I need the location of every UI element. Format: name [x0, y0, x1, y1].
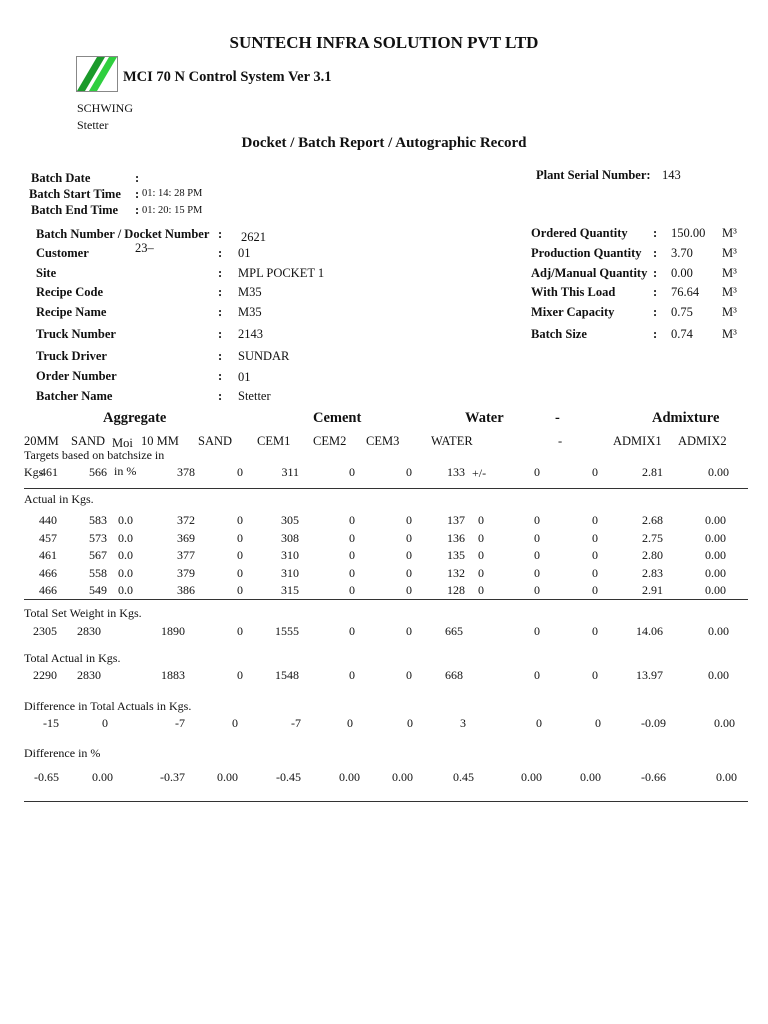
table-cell: 0.0: [118, 530, 133, 545]
table-cell: 0: [592, 583, 598, 598]
schwing-logo-icon: [76, 56, 118, 92]
adj-colon: :: [653, 266, 658, 280]
table-cell: 0: [478, 548, 484, 563]
divider: [24, 801, 748, 802]
docket-value: 2621: [241, 230, 266, 244]
group-dash: -: [555, 410, 560, 426]
table-cell: 2830: [77, 624, 101, 638]
table-row: [0, 531, 768, 547]
table-cell: 665: [445, 624, 463, 638]
recipe-code-value: M35: [238, 285, 262, 299]
table-cell: 0.0: [118, 513, 133, 527]
customer-value: 01: [238, 246, 251, 260]
col-header: -: [558, 434, 563, 448]
site-label: Site: [36, 266, 57, 280]
table-cell: 2.81: [642, 465, 663, 479]
table-cell: 567: [89, 548, 107, 563]
table-cell: -15: [43, 716, 59, 730]
total-set-row: [0, 624, 768, 640]
table-cell: 0.00: [708, 465, 729, 479]
col-header: ADMIX2: [678, 434, 727, 448]
table-cell: 308: [281, 530, 299, 545]
table-cell: 668: [445, 668, 463, 682]
table-cell: 0: [349, 465, 355, 479]
table-cell: 0: [406, 530, 412, 545]
table-cell: 0: [592, 565, 598, 580]
table-cell: 0: [237, 583, 243, 598]
system-name: MCI 70 N Control System Ver 3.1: [123, 69, 332, 85]
customer-label: Customer: [36, 246, 89, 260]
table-cell: 0: [407, 716, 413, 730]
with-load-value: 76.64: [671, 285, 700, 299]
table-cell: 0: [237, 530, 243, 545]
production-unit: M³: [722, 246, 737, 260]
report-title: Docket / Batch Report / Autographic Record: [241, 135, 527, 151]
table-cell: 0: [595, 716, 601, 730]
table-cell: 379: [177, 565, 195, 580]
table-cell: 305: [281, 513, 299, 527]
table-cell: 0.00: [705, 548, 726, 563]
ordered-value: 150.00: [671, 226, 706, 240]
production-label: Production Quantity: [531, 246, 642, 260]
table-cell: 0: [534, 548, 540, 563]
table-cell: 0.00: [92, 770, 113, 784]
batch-size-unit: M³: [722, 327, 737, 341]
with-load-colon: :: [653, 285, 658, 299]
site-value: MPL POCKET 1: [238, 266, 325, 280]
table-cell: 0.00: [705, 565, 726, 580]
production-colon: :: [653, 246, 658, 260]
table-cell: 0: [237, 465, 243, 479]
table-cell: -0.65: [34, 770, 59, 784]
table-cell: 0: [349, 513, 355, 527]
table-cell: 0: [349, 668, 355, 682]
total-set-label: Total Set Weight in Kgs.: [24, 606, 142, 620]
targets-plusminus: +/-: [472, 466, 487, 480]
truck-driver-colon: :: [218, 349, 223, 363]
table-cell: 0.00: [714, 716, 735, 730]
table-row: [0, 566, 768, 582]
table-cell: 386: [177, 583, 195, 598]
col-header: CEM2: [313, 434, 347, 448]
table-cell: 0: [349, 583, 355, 598]
diff-label: Difference in Total Actuals in Kgs.: [24, 699, 192, 713]
table-cell: 0.00: [708, 668, 729, 682]
table-cell: 132: [447, 565, 465, 580]
table-cell: 583: [89, 513, 107, 527]
plant-serial-value: 143: [662, 168, 681, 182]
customer-colon: :: [218, 246, 223, 260]
table-cell: 0: [534, 465, 540, 479]
targets-kgs-label: Kgs: [24, 465, 44, 479]
table-cell: 0: [237, 513, 243, 527]
table-cell: 2290: [33, 668, 57, 682]
table-cell: 0: [534, 624, 540, 638]
table-cell: 0: [406, 583, 412, 598]
table-cell: 0: [534, 513, 540, 527]
batch-start-colon: :: [135, 187, 140, 201]
table-cell: 0.00: [580, 770, 601, 784]
col-header: 20MM: [24, 434, 59, 448]
table-cell: 0.00: [705, 513, 726, 527]
table-cell: 0: [349, 565, 355, 580]
batch-size-value: 0.74: [671, 327, 693, 341]
batch-end-value: 01: 20: 15 PM: [142, 205, 203, 216]
table-cell: 0: [237, 624, 243, 638]
table-cell: 2.75: [642, 530, 663, 545]
table-cell: 0: [349, 624, 355, 638]
table-cell: -7: [291, 716, 301, 730]
diff-pct-row: [0, 770, 768, 786]
recipe-code-colon: :: [218, 285, 223, 299]
table-cell: 310: [281, 565, 299, 580]
table-cell: 2.68: [642, 513, 663, 527]
table-cell: 0: [232, 716, 238, 730]
table-cell: 315: [281, 583, 299, 598]
truck-number-value: 2143: [238, 327, 263, 341]
table-cell: 1883: [161, 668, 185, 682]
table-cell: 135: [447, 548, 465, 563]
col-header: ADMIX1: [613, 434, 662, 448]
table-cell: 0.00: [392, 770, 413, 784]
col-header: 10 MM: [141, 434, 179, 448]
table-cell: 0: [592, 624, 598, 638]
table-cell: 0: [102, 716, 108, 730]
table-cell: 0.00: [708, 624, 729, 638]
mixer-unit: M³: [722, 305, 737, 319]
table-cell: 0: [534, 530, 540, 545]
group-water: Water: [465, 410, 504, 426]
table-cell: 2305: [33, 624, 57, 638]
docket-colon: :: [218, 227, 223, 241]
group-admixture: Admixture: [652, 410, 720, 426]
table-cell: 0.0: [118, 583, 133, 598]
table-cell: -0.45: [276, 770, 301, 784]
table-cell: 466: [39, 565, 57, 580]
diff-pct-label: Difference in %: [24, 746, 101, 760]
adj-label: Adj/Manual Quantity: [531, 266, 648, 280]
batch-size-label: Batch Size: [531, 327, 587, 341]
table-cell: 2830: [77, 668, 101, 682]
table-cell: 0: [349, 530, 355, 545]
table-row: [0, 548, 768, 564]
table-cell: 311: [281, 465, 299, 479]
docket-label: Batch Number / Docket Number: [36, 227, 210, 241]
adj-value: 0.00: [671, 266, 693, 280]
table-cell: 0: [592, 530, 598, 545]
order-number-colon: :: [218, 369, 223, 383]
table-cell: 128: [447, 583, 465, 598]
mixer-colon: :: [653, 305, 658, 319]
batcher-value: Stetter: [238, 389, 271, 403]
table-cell: 0.0: [118, 548, 133, 563]
col-header: SAND: [71, 434, 106, 448]
table-cell: 0: [406, 624, 412, 638]
table-cell: 369: [177, 530, 195, 545]
table-cell: 0: [478, 513, 484, 527]
mixer-label: Mixer Capacity: [531, 305, 615, 319]
recipe-code-label: Recipe Code: [36, 285, 103, 299]
actual-label: Actual in Kgs.: [24, 492, 94, 506]
table-cell: 0: [534, 668, 540, 682]
table-cell: 0: [536, 716, 542, 730]
table-cell: 0.00: [705, 583, 726, 598]
divider: [24, 488, 748, 489]
batch-date-label: Batch Date: [31, 171, 91, 185]
total-actual-label: Total Actual in Kgs.: [24, 651, 121, 665]
diff-row: [0, 716, 768, 732]
table-cell: 0: [237, 548, 243, 563]
table-cell: 0: [349, 548, 355, 563]
table-cell: 0: [478, 565, 484, 580]
col-header: CEM1: [257, 434, 291, 448]
table-cell: 13.97: [636, 668, 663, 682]
truck-number-colon: :: [218, 327, 223, 341]
table-cell: 0: [406, 548, 412, 563]
table-cell: 0: [406, 465, 412, 479]
table-cell: 0: [592, 513, 598, 527]
batch-size-colon: :: [653, 327, 658, 341]
truck-driver-label: Truck Driver: [36, 349, 107, 363]
table-cell: -0.09: [641, 716, 666, 730]
total-actual-row: [0, 668, 768, 684]
recipe-name-value: M35: [238, 305, 262, 319]
plant-serial-label: Plant Serial Number:: [536, 168, 651, 182]
table-cell: 14.06: [636, 624, 663, 638]
table-cell: 310: [281, 548, 299, 563]
ordered-colon: :: [653, 226, 658, 240]
table-cell: 0.45: [453, 770, 474, 784]
table-cell: 0: [592, 465, 598, 479]
table-cell: 457: [39, 530, 57, 545]
table-cell: 0: [347, 716, 353, 730]
table-cell: 378: [177, 465, 195, 479]
table-cell: 2.80: [642, 548, 663, 563]
table-cell: 0.00: [521, 770, 542, 784]
table-cell: 566: [89, 465, 107, 479]
company-name: SUNTECH INFRA SOLUTION PVT LTD: [229, 33, 539, 52]
table-cell: 0.0: [118, 565, 133, 580]
table-cell: 0.00: [217, 770, 238, 784]
batcher-label: Batcher Name: [36, 389, 113, 403]
table-cell: 549: [89, 583, 107, 598]
ordered-unit: M³: [722, 226, 737, 240]
batcher-colon: :: [218, 389, 223, 403]
table-cell: 0: [534, 583, 540, 598]
table-cell: 0: [406, 668, 412, 682]
batch-date-colon: :: [135, 171, 140, 185]
site-colon: :: [218, 266, 223, 280]
table-cell: 558: [89, 565, 107, 580]
order-number-value: 01: [238, 370, 251, 384]
batch-start-label: Batch Start Time: [29, 187, 121, 201]
table-cell: 0: [237, 668, 243, 682]
targets-label: Targets based on batchsize in: [24, 448, 165, 462]
col-header: SAND: [198, 434, 233, 448]
table-cell: 0.00: [716, 770, 737, 784]
table-cell: 0: [237, 565, 243, 580]
table-cell: 0: [478, 530, 484, 545]
table-cell: 0: [406, 513, 412, 527]
table-cell: 1548: [275, 668, 299, 682]
table-cell: -0.66: [641, 770, 666, 784]
col-header: WATER: [431, 434, 473, 448]
table-row: [0, 583, 768, 599]
table-row: [0, 513, 768, 529]
table-cell: 137: [447, 513, 465, 527]
recipe-name-label: Recipe Name: [36, 305, 107, 319]
col-header: CEM3: [366, 434, 400, 448]
table-cell: 461: [40, 465, 58, 479]
batch-start-value: 01: 14: 28 PM: [142, 188, 203, 199]
table-cell: -0.37: [160, 770, 185, 784]
truck-driver-value: SUNDAR: [238, 349, 290, 363]
production-value: 3.70: [671, 246, 693, 260]
table-cell: 377: [177, 548, 195, 563]
table-cell: 0: [592, 668, 598, 682]
table-cell: 136: [447, 530, 465, 545]
table-cell: 573: [89, 530, 107, 545]
table-cell: 1890: [161, 624, 185, 638]
maker-subname: Stetter: [77, 118, 109, 132]
with-load-label: With This Load: [531, 285, 616, 299]
table-cell: 0: [534, 565, 540, 580]
table-cell: -7: [175, 716, 185, 730]
table-cell: 2.83: [642, 565, 663, 580]
adj-unit: M³: [722, 266, 737, 280]
table-cell: 2.91: [642, 583, 663, 598]
truck-number-label: Truck Number: [36, 327, 116, 341]
mixer-value: 0.75: [671, 305, 693, 319]
table-cell: 466: [39, 583, 57, 598]
table-cell: 3: [460, 716, 466, 730]
with-load-unit: M³: [722, 285, 737, 299]
table-cell: 0.00: [705, 530, 726, 545]
divider: [24, 599, 748, 600]
group-cement: Cement: [313, 410, 362, 426]
table-cell: 1555: [275, 624, 299, 638]
table-cell: 372: [177, 513, 195, 527]
order-number-label: Order Number: [36, 369, 117, 383]
table-cell: 133: [447, 465, 465, 479]
group-aggregate: Aggregate: [103, 410, 167, 426]
table-cell: 0: [592, 548, 598, 563]
targets-row: [0, 465, 768, 481]
ordered-label: Ordered Quantity: [531, 226, 628, 240]
table-cell: 0.00: [339, 770, 360, 784]
recipe-name-colon: :: [218, 305, 223, 319]
batch-end-colon: :: [135, 203, 140, 217]
batch-end-label: Batch End Time: [31, 203, 119, 217]
table-cell: 0: [478, 583, 484, 598]
targets-pct-label: in %: [114, 464, 137, 478]
docket-partial: 23–: [135, 241, 154, 255]
table-cell: 461: [39, 548, 57, 563]
col-header: Moi: [112, 436, 133, 450]
table-cell: 0: [406, 565, 412, 580]
table-cell: 440: [39, 513, 57, 527]
maker-name: SCHWING: [77, 101, 133, 115]
